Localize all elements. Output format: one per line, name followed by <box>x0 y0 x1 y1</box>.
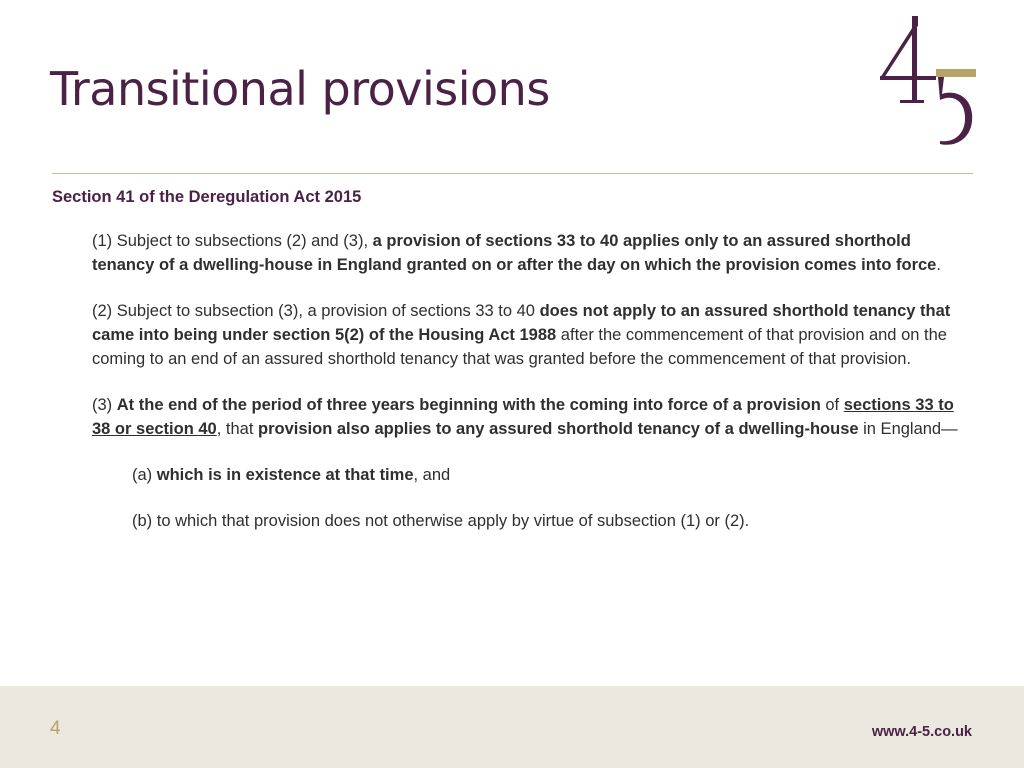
text: (a) <box>132 466 157 484</box>
bold-text: does not apply to an assured shorthold tenancy that came into being under section 5(2) of the Housing Act 1988 <box>92 302 951 344</box>
slide-title: Transitional provisions <box>50 62 550 116</box>
text: , that <box>216 420 259 438</box>
subsection-3 <box>92 393 962 441</box>
text: of <box>820 396 844 414</box>
bold-text: At the end of the period of three years beginning with the coming into force of a provision <box>116 396 821 414</box>
section-heading: Section 41 of the Deregulation Act 2015 <box>52 188 362 206</box>
subsection-1 <box>92 229 962 277</box>
footer-bar <box>0 686 1024 768</box>
bold-text: provision also applies to any assured shorthold tenancy of a dwelling-house <box>258 420 859 438</box>
text: (1) Subject to subsections (2) and (3), <box>92 232 373 250</box>
text: . <box>936 256 941 274</box>
website-link[interactable]: www.4-5.co.uk <box>871 724 972 740</box>
text: (3) <box>92 396 117 414</box>
bold-text: which is in existence at that time <box>156 466 414 484</box>
text: in England— <box>858 420 958 438</box>
text: (2) Subject to subsection (3), a provision of sections 33 to 40 <box>92 302 540 320</box>
text: , and <box>413 466 451 484</box>
four-five-logo <box>872 16 982 152</box>
subsection-2 <box>92 299 962 371</box>
slide-body <box>52 188 972 555</box>
paragraph-a <box>132 463 962 487</box>
title-divider <box>52 173 973 174</box>
paragraph-b: (b) to which that provision does not otherwise apply by virtue of subsection (1) or (2). <box>132 512 750 530</box>
text: after the commencement of that provision and on the coming to an end of an assured shorthold tenancy that was granted before the commencement of that provision. <box>92 326 947 368</box>
bold-text: a provision of sections 33 to 40 applies only to an assured shorthold tenancy of a dwelling-house in England granted on or after the day on which the provision comes into force <box>92 232 937 274</box>
underlined-text: sections 33 to 38 or section 40 <box>92 396 954 438</box>
page-number: 4 <box>50 718 61 739</box>
